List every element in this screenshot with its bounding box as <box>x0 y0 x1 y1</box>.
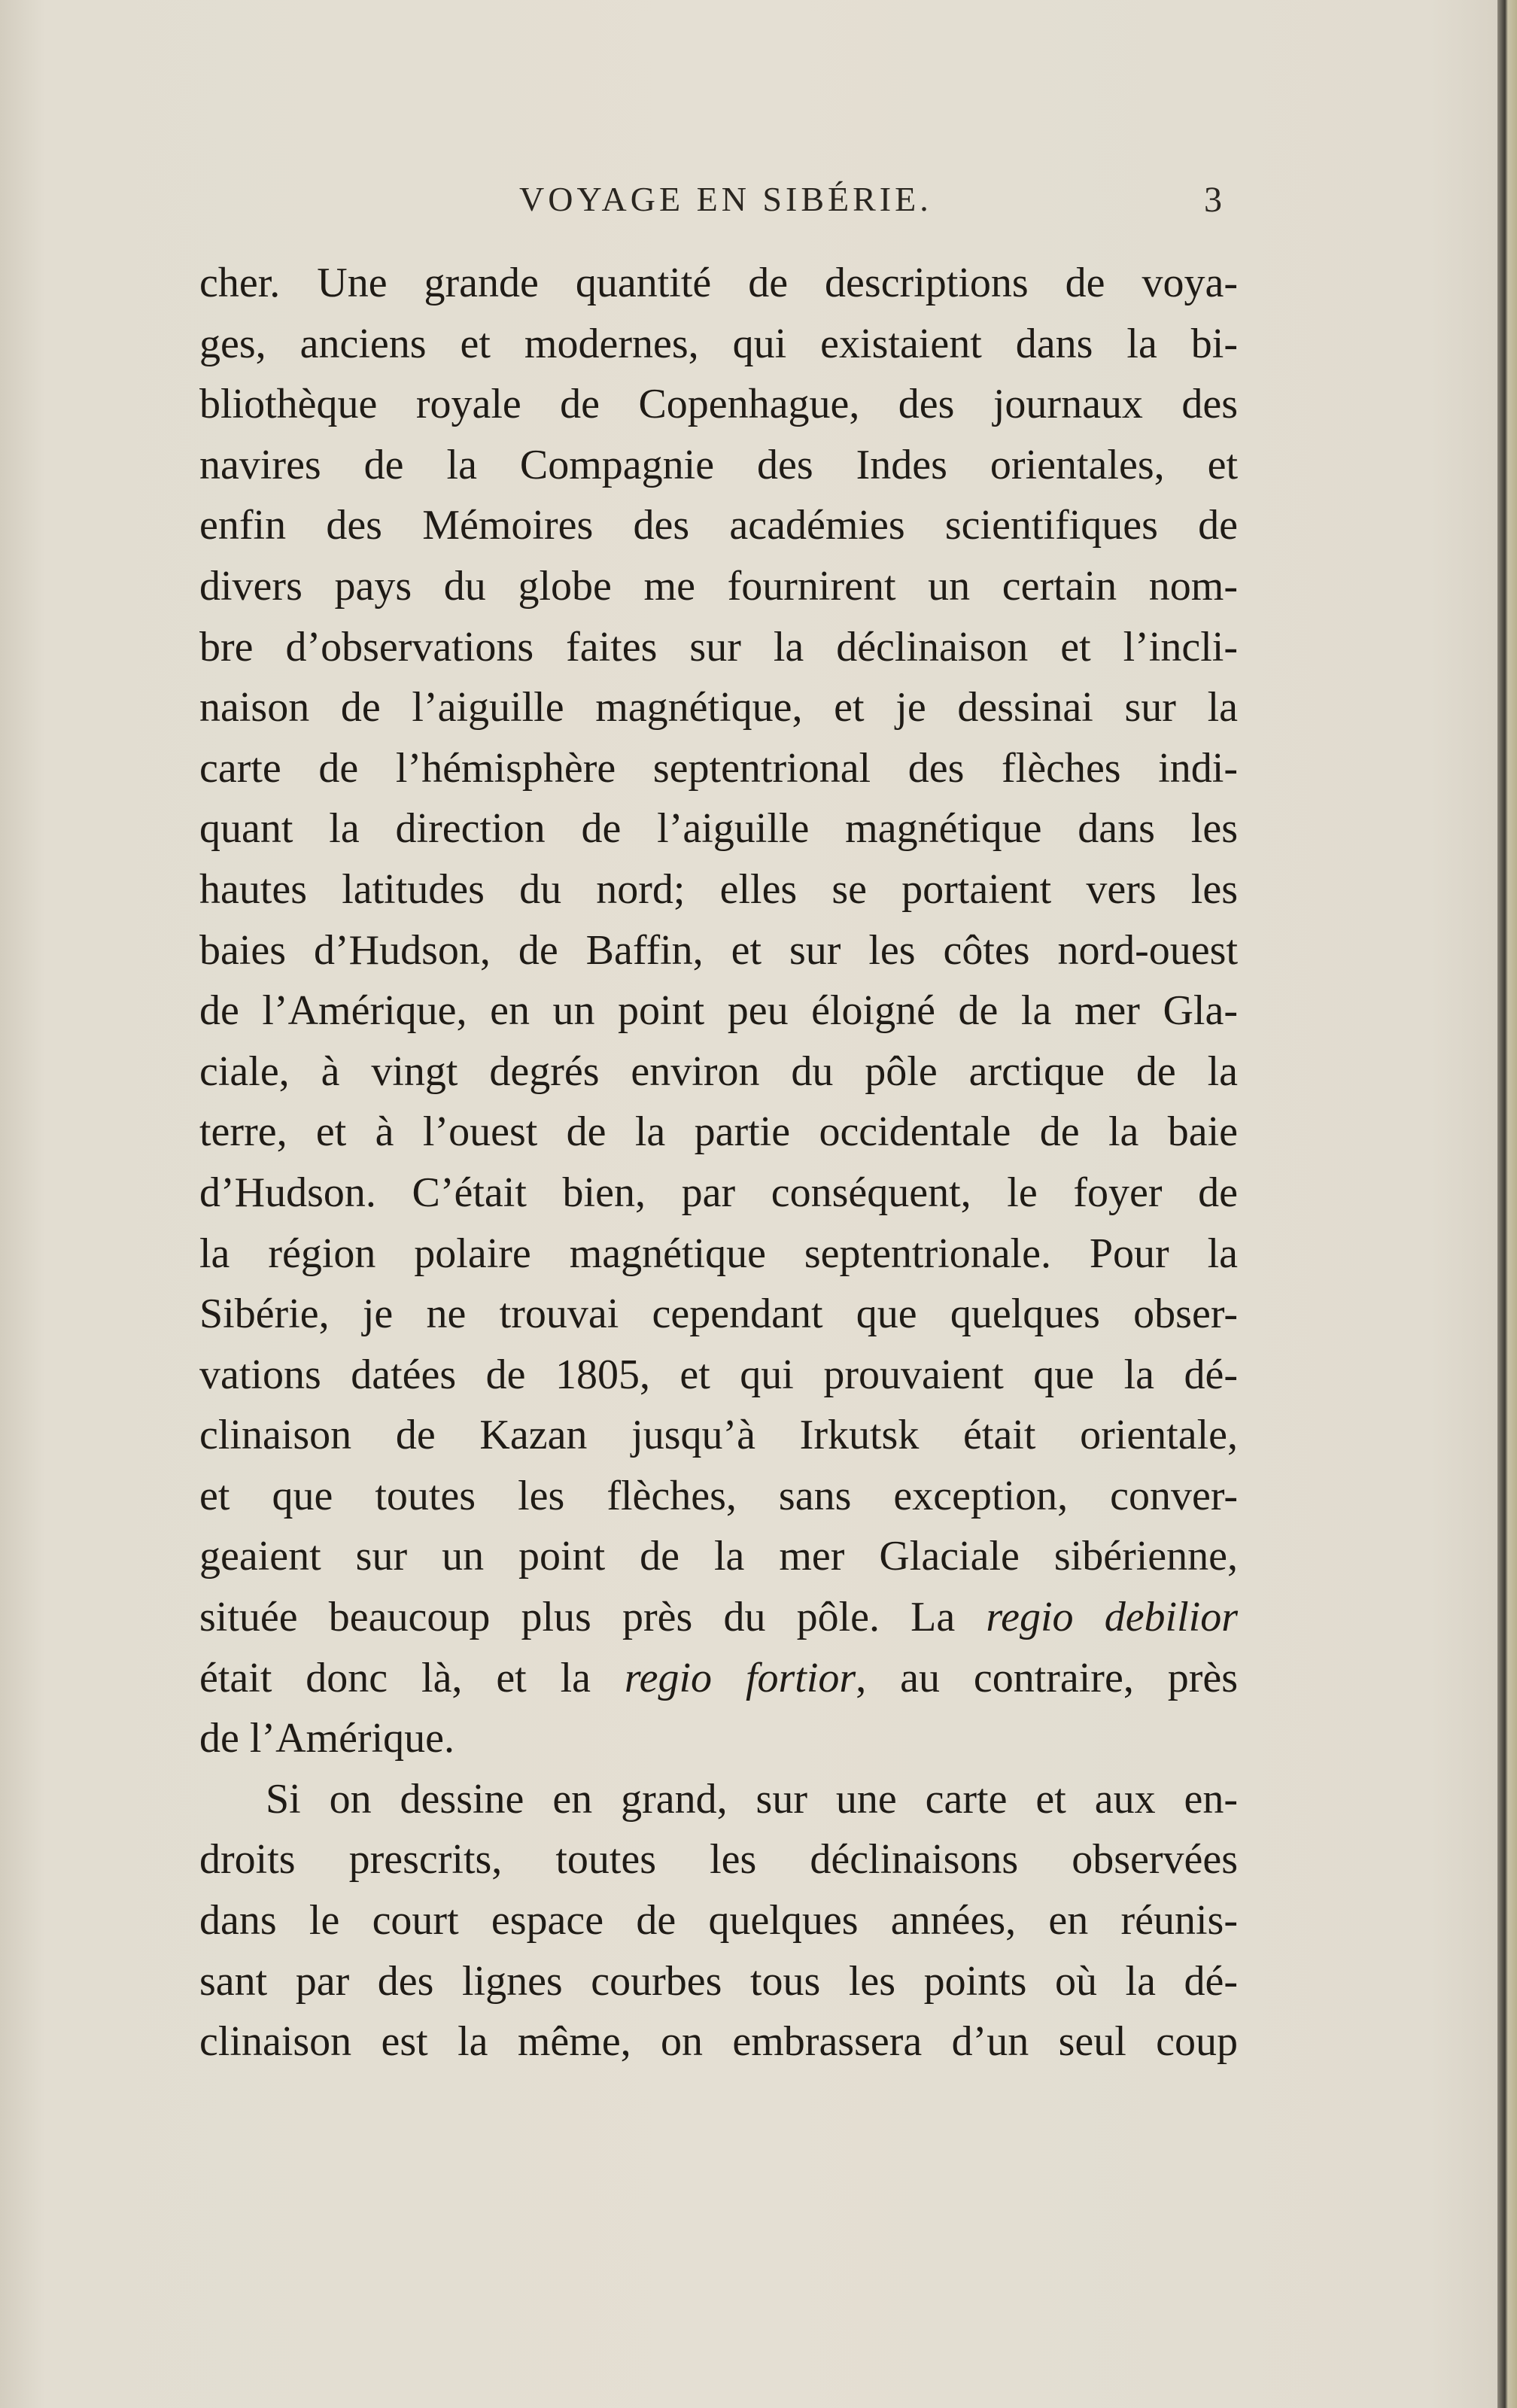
body-text <box>199 253 1238 2072</box>
text-line: naison de l’aiguille magnétique, et je dessinai sur la <box>199 684 1238 731</box>
text-line: enfin des Mémoires des académies scientifiques de <box>199 502 1238 549</box>
text-line: droits prescrits, toutes les déclinaisons observées <box>199 1836 1238 1884</box>
text-line: vations datées de 1805, et qui prouvaient que la dé- <box>199 1351 1238 1398</box>
text-line: ges, anciens et modernes, qui existaient dans la bi- <box>199 320 1238 367</box>
text-line: clinaison est la même, on embrassera d’un seul coup <box>199 2018 1238 2066</box>
text-line: et que toutes les flèches, sans exception, conver- <box>199 1472 1238 1519</box>
running-title: VOYAGE EN SIBÉRIE. <box>519 180 932 218</box>
text-line: d’Hudson. C’était bien, par conséquent, le foyer de <box>199 1169 1238 1216</box>
text-line-italic-phrase <box>199 1648 1238 1709</box>
book-binding-edge <box>1497 0 1517 2408</box>
text-line-italic-phrase <box>199 1587 1238 1648</box>
text-line: clinaison de Kazan jusqu’à Irkutsk était orientale, <box>199 1412 1238 1459</box>
text-line: ciale, à vingt degrés environ du pôle arctique de la <box>199 1047 1238 1095</box>
text-line: divers pays du globe me fournirent un certain nom- <box>199 562 1238 610</box>
running-head <box>0 179 1497 224</box>
text-line: dans le court espace de quelques années, en réunis- <box>199 1897 1238 1944</box>
text-line: bre d’observations faites sur la déclinaison et l’incli- <box>199 623 1238 670</box>
text-line: terre, et à l’ouest de la partie occidentale de la baie <box>199 1108 1238 1156</box>
text-line: baies d’Hudson, de Baffin, et sur les côtes nord-ouest <box>199 926 1238 974</box>
text-segment: située beaucoup plus près du pôle. La <box>199 1594 987 1641</box>
text-segment: , au contraire, près <box>856 1654 1238 1701</box>
text-line: de l’Amérique, en un point peu éloigné de la mer Gla- <box>199 987 1238 1035</box>
text-line: quant la direction de l’aiguille magnétique dans les <box>199 805 1238 853</box>
text-line: bliothèque royale de Copenhague, des journaux des <box>199 381 1238 428</box>
italic-term-regio-debilior: regio debilior <box>986 1594 1239 1641</box>
text-line: de l’Amérique. <box>199 1715 454 1762</box>
italic-term-regio-fortior: regio fortior <box>624 1654 856 1701</box>
paragraph-1 <box>199 253 1238 1769</box>
text-line: navires de la Compagnie des Indes orientales, et <box>199 441 1238 488</box>
text-line: la région polaire magnétique septentrionale. Pour la <box>199 1230 1238 1277</box>
text-line: sant par des lignes courbes tous les points où la dé- <box>199 1957 1238 2005</box>
page-number: 3 <box>1204 180 1222 220</box>
paragraph-2 <box>199 1769 1238 2072</box>
text-line: geaient sur un point de la mer Glaciale sibérienne, <box>199 1533 1238 1580</box>
text-line: Sibérie, je ne trouvai cependant que quelques obser- <box>199 1291 1238 1338</box>
text-line: Si on dessine en grand, sur une carte et aux en- <box>266 1775 1238 1823</box>
text-line: carte de l’hémisphère septentrional des flèches indi- <box>199 744 1238 792</box>
text-line: hautes latitudes du nord; elles se portaient vers les <box>199 865 1238 913</box>
text-line: cher. Une grande quantité de descriptions de voya- <box>199 260 1238 306</box>
text-segment: était donc là, et la <box>199 1654 625 1701</box>
